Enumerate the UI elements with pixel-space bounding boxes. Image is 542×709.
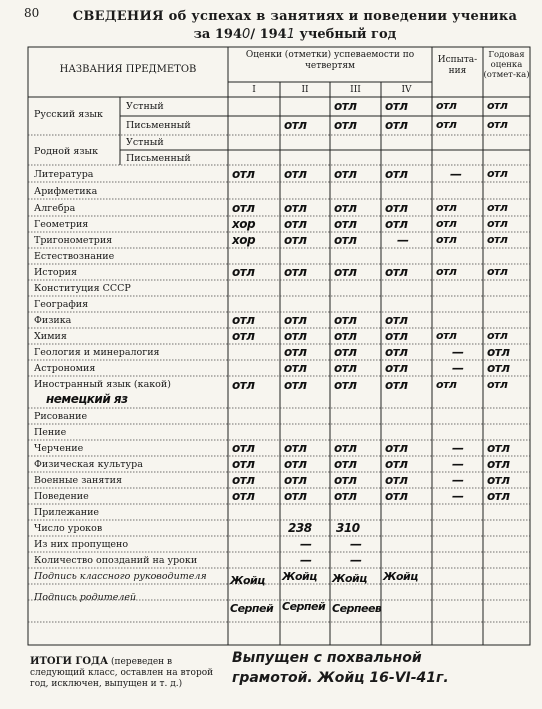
grade-trig-annual: отл [487,233,508,246]
grade-geology-q3: отл [334,345,357,359]
grade-pe-exam: — [452,457,464,471]
grade-physics-q2: отл [284,313,307,327]
grade-algebra-q3: отл [334,201,357,215]
grade-pe-q2: отл [284,457,307,471]
label-literature: Литература [34,169,94,180]
label-late: Количество опозданий на уроки [34,555,198,566]
lessons-q2: 238 [288,521,312,535]
label-foreign-language: Иностранный язык (какой) [34,379,171,390]
header-q3: III [350,85,361,95]
grade-foreign-q3: отл [334,378,357,392]
missed-q3: — [350,537,362,551]
grade-russian-oral-q4: отл [385,99,408,113]
teacher-signature-q2: Жойц [282,570,317,583]
grade-draft-exam: — [452,441,464,455]
grade-history-exam: отл [436,265,457,278]
grade-pe-q1: отл [232,457,255,471]
grade-russian-written-annual: отл [487,118,508,131]
grade-pe-annual: отл [487,457,510,471]
grade-literature-q1: отл [232,167,255,181]
grade-trig-exam: отл [436,233,457,246]
label-constitution: Конституция СССР [34,283,131,294]
label-geology: Геология и минералогия [34,347,160,358]
grade-geometry-q1: хор [232,217,256,231]
school-year: за 1940/ 1941 учебный год [193,27,397,42]
label-history: История [34,267,77,278]
year-result-line1: Выпущен с похвальной [232,650,422,666]
label-oral-2: Устный [126,137,164,148]
header-quarters: Оценки (отметки) успеваемости по четвертям [245,50,415,71]
lessons-q3: 310 [336,521,360,535]
grade-astro-exam: — [452,361,464,375]
label-missed: Из них пропущено [34,539,129,550]
grade-trig-q4: — [397,233,409,247]
grade-literature-annual: отл [487,167,508,180]
grade-chem-q4: отл [385,329,408,343]
grade-russian-written-q2: отл [284,118,307,132]
label-drawing: Рисование [34,411,88,422]
grade-draft-q1: отл [232,441,255,455]
grade-behavior-annual: отл [487,489,510,503]
grade-russian-oral-exam: отл [436,99,457,112]
grade-foreign-q4: отл [385,378,408,392]
grade-draft-annual: отл [487,441,510,455]
label-teacher-signature: Подпись классного руководителя [34,571,207,582]
grade-chem-annual: отл [487,329,508,342]
grade-geology-annual: отл [487,345,510,359]
grade-geometry-annual: отл [487,217,508,230]
grade-mil-q1: отл [232,473,255,487]
grade-chem-q3: отл [334,329,357,343]
grade-geometry-exam: отл [436,217,457,230]
header-q1: I [252,85,256,95]
grade-draft-q2: отл [284,441,307,455]
grade-behavior-q4: отл [385,489,408,503]
header-exams: Испыта-ния [437,55,478,76]
grade-literature-q4: отл [385,167,408,181]
grade-behavior-q1: отл [232,489,255,503]
grade-literature-q2: отл [284,167,307,181]
grade-physics-q4: отл [385,313,408,327]
label-oral: Устный [126,101,164,112]
grade-history-q3: отл [334,265,357,279]
late-q3: — [350,553,362,567]
label-written-2: Письменный [126,153,191,164]
teacher-signature-q4: Жойц [383,570,418,583]
grade-history-q1: отл [232,265,255,279]
label-draftsmanship: Черчение [34,443,84,454]
grade-geology-q4: отл [385,345,408,359]
grade-russian-written-q4: отл [385,118,408,132]
grade-astro-q2: отл [284,361,307,375]
header-annual: Годовая оценка (отмет-ка) [483,50,530,80]
grade-astro-annual: отл [487,361,510,375]
grade-draft-q3: отл [334,441,357,455]
grade-mil-q3: отл [334,473,357,487]
label-geography: География [34,299,89,310]
label-physics: Физика [34,315,72,326]
grade-algebra-annual: отл [487,201,508,214]
label-natural-science: Естествознание [34,251,115,262]
label-native: Родной язык [34,146,99,157]
grade-physics-q3: отл [334,313,357,327]
grade-chem-exam: отл [436,329,457,342]
grade-geometry-q3: отл [334,217,357,231]
label-trigonometry: Тригонометрия [34,235,113,246]
grade-trig-q2: отл [284,233,307,247]
label-diligence: Прилежание [34,507,100,518]
grade-behavior-q2: отл [284,489,307,503]
label-chemistry: Химия [34,331,67,342]
grade-foreign-q2: отл [284,378,307,392]
grade-trig-q1: хор [232,233,256,247]
year-results-label: ИТОГИ ГОДА (переведен в следующий класс, оставлен на второй год, исключен, выпущен и т. д.) [30,656,214,689]
grade-astro-q3: отл [334,361,357,375]
grade-physics-q1: отл [232,313,255,327]
label-russian: Русский язык [34,109,103,120]
grade-mil-q2: отл [284,473,307,487]
grade-foreign-annual: отл [487,378,508,391]
grade-algebra-q4: отл [385,201,408,215]
header-subjects: НАЗВАНИЯ ПРЕДМЕТОВ [59,64,197,75]
label-singing: Пение [34,427,67,438]
document-title: СВЕДЕНИЯ об успехах в занятиях и поведении ученика [72,9,518,24]
grade-russian-oral-annual: отл [487,99,508,112]
grade-history-q4: отл [385,265,408,279]
label-military: Военные занятия [34,475,122,486]
parent-signature-q3: Серпеев [332,602,382,615]
label-astronomy: Астрономия [34,363,96,374]
grade-mil-exam: — [452,473,464,487]
grade-pe-q3: отл [334,457,357,471]
label-parent-signature: Подпись родителей [34,592,137,603]
teacher-signature-q1: Жойц [230,574,265,587]
year-result-line2: грамотой. Жойц 16-VI-41г. [232,670,449,686]
grade-trig-q3: отл [334,233,357,247]
grade-geometry-q2: отл [284,217,307,231]
grade-pe-q4: отл [385,457,408,471]
grade-astro-q4: отл [385,361,408,375]
grade-geology-exam: — [452,345,464,359]
grade-behavior-exam: — [452,489,464,503]
label-geometry: Геометрия [34,219,89,230]
label-lessons-count: Число уроков [34,523,103,534]
grade-mil-annual: отл [487,473,510,487]
label-behavior: Поведение [34,491,89,502]
label-written: Письменный [126,120,191,131]
grade-foreign-q1: отл [232,378,255,392]
grade-russian-written-q3: отл [334,118,357,132]
grade-russian-oral-q3: отл [334,99,357,113]
parent-signature-q1: Серпей [230,602,274,615]
grade-algebra-q2: отл [284,201,307,215]
grade-chem-q1: отл [232,329,255,343]
page-number: 80 [24,6,40,20]
foreign-language-name: немецкий яз [46,392,128,406]
parent-signature-q2: Серпей [282,600,326,613]
teacher-signature-q3: Жойц [332,572,367,585]
label-arithmetic: Арифметика [34,186,98,197]
grade-history-annual: отл [487,265,508,278]
grade-chem-q2: отл [284,329,307,343]
grade-mil-q4: отл [385,473,408,487]
grade-algebra-q1: отл [232,201,255,215]
grade-literature-exam: — [450,167,462,181]
label-physical-education: Физическая культура [34,459,143,470]
grade-algebra-exam: отл [436,201,457,214]
grade-geometry-q4: отл [385,217,408,231]
grade-foreign-exam: отл [436,378,457,391]
grade-draft-q4: отл [385,441,408,455]
grade-behavior-q3: отл [334,489,357,503]
label-algebra: Алгебра [34,203,76,214]
header-q2: II [301,85,309,95]
late-q2: — [300,553,312,567]
grade-geology-q2: отл [284,345,307,359]
grade-literature-q3: отл [334,167,357,181]
missed-q2: — [300,537,312,551]
grade-russian-written-exam: отл [436,118,457,131]
grade-history-q2: отл [284,265,307,279]
header-q4: IV [401,85,412,95]
